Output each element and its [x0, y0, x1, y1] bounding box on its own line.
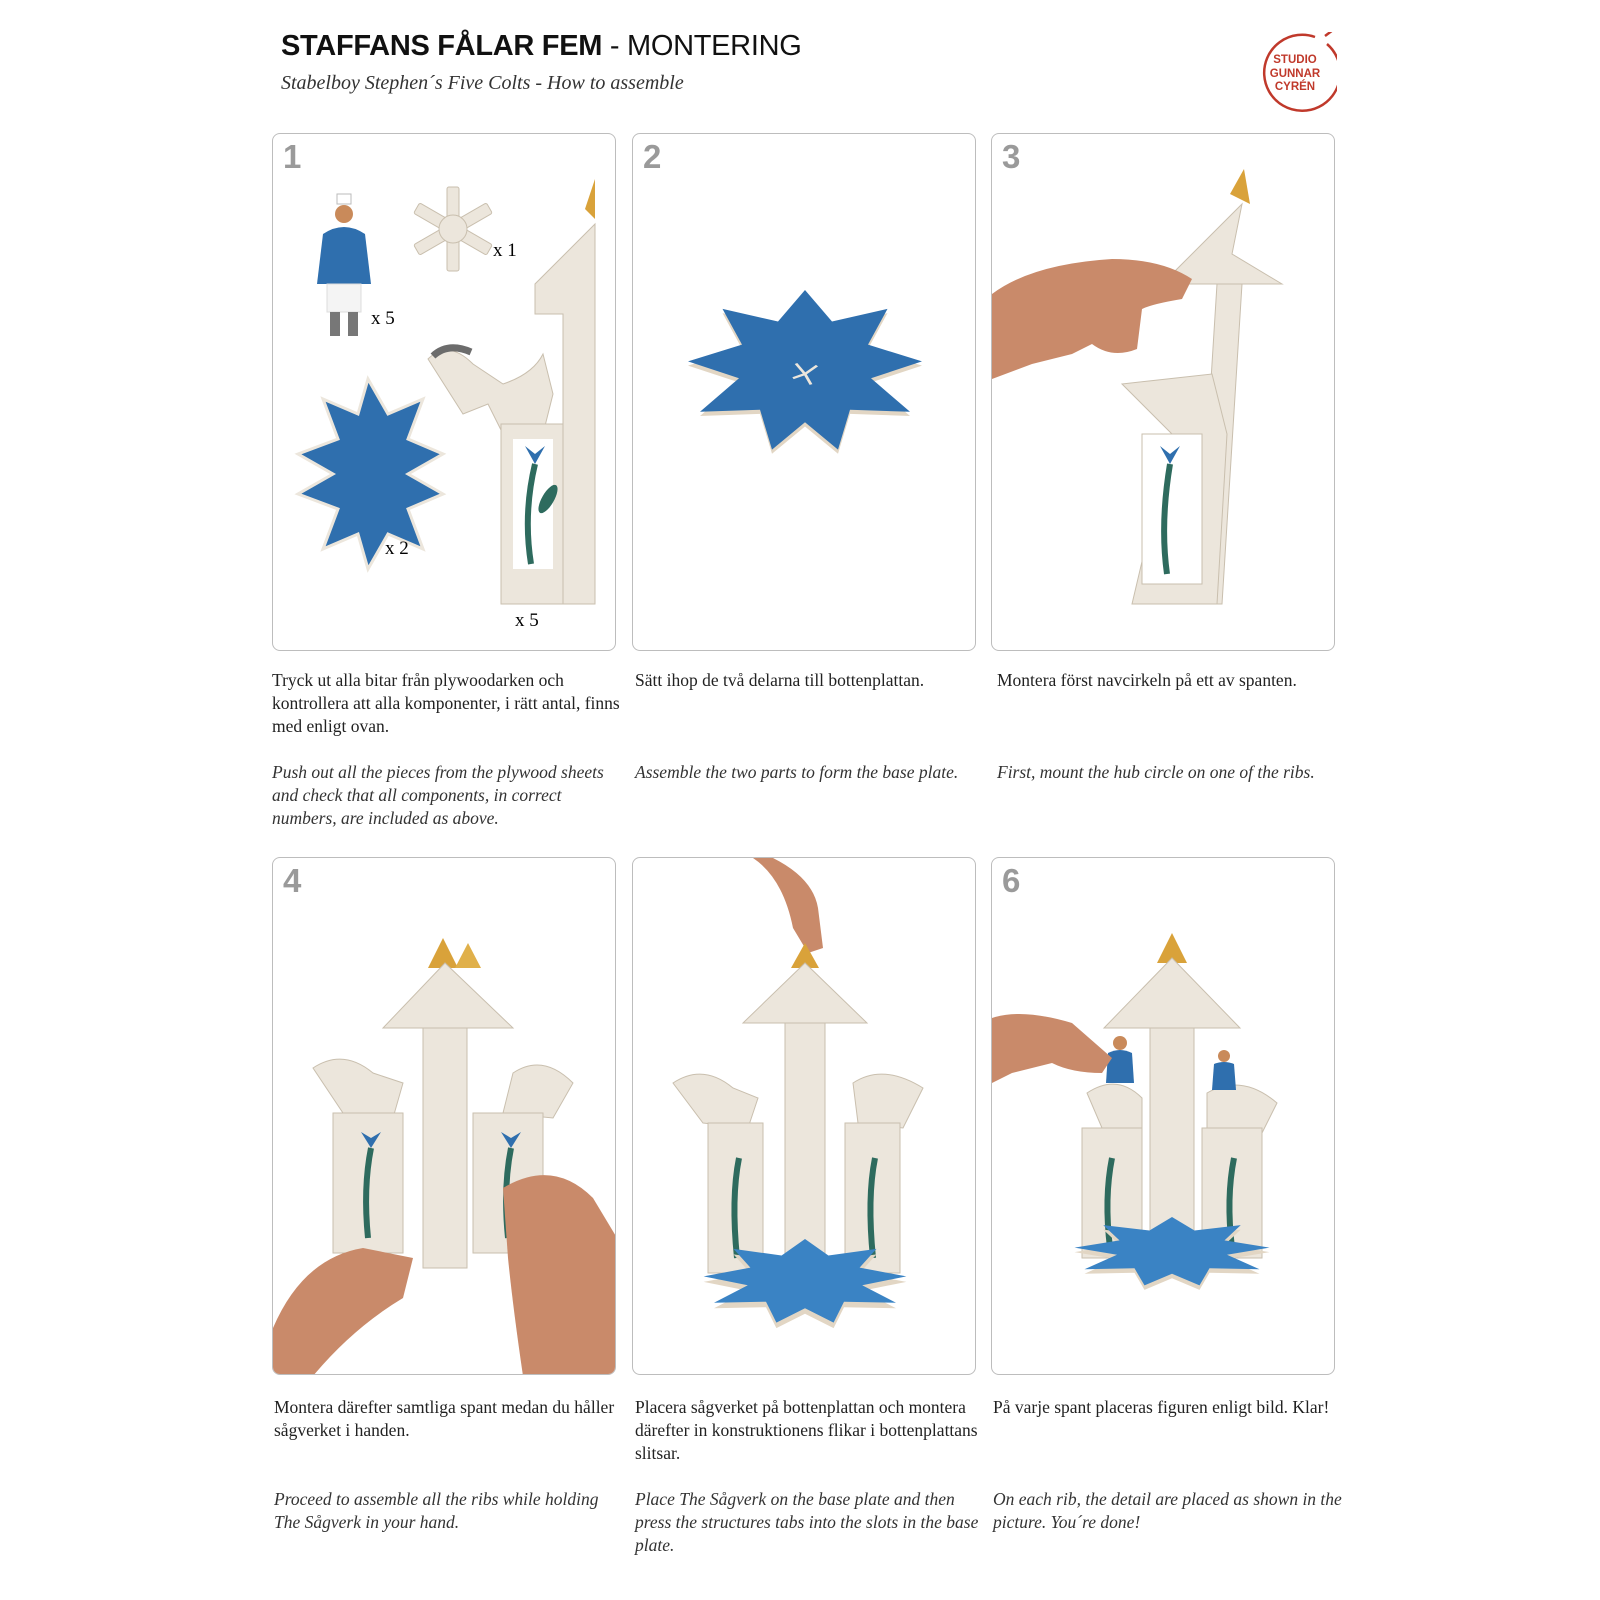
step-5-illustration [633, 858, 976, 1375]
logo-line-1: STUDIO [1273, 54, 1317, 66]
step-2-panel [632, 133, 976, 651]
hub-piece [414, 187, 493, 271]
step-1-illustration [273, 134, 616, 651]
step-6-caption-sv: På varje spant placeras figuren enligt bild. Klar! [993, 1397, 1330, 1417]
step-3-caption-en: First, mount the hub circle on one of the ribs. [997, 762, 1315, 782]
step-6-illustration [992, 858, 1335, 1375]
logo-line-2: GUNNAR [1269, 67, 1321, 80]
base-half-piece [298, 379, 443, 569]
step-6-caption-en: On each rib, the detail are placed as shown in the picture. You´re done! [993, 1489, 1342, 1532]
step-3-caption-sv: Montera först navcirkeln på ett av spanten. [997, 670, 1297, 690]
step-5-panel [632, 857, 976, 1375]
step-2-number: 2 [643, 138, 662, 175]
base-plate [688, 290, 922, 454]
step-4-caption-en: Proceed to assemble all the ribs while holding The Sågverk in your hand. [274, 1489, 599, 1532]
studio-logo [1253, 32, 1337, 116]
step-6-number: 6 [1002, 862, 1021, 899]
step-4-caption-sv: Montera därefter samtliga spant medan du håller sågverket i handen. [274, 1397, 615, 1440]
title-main: STAFFANS FÅLAR FEM [281, 30, 603, 62]
title-suffix: - MONTERING [602, 30, 802, 62]
step-1-number: 1 [283, 138, 302, 175]
step-4-illustration [273, 858, 616, 1375]
step-3-illustration [992, 134, 1335, 651]
step-3-number: 3 [1002, 138, 1021, 175]
page-subtitle: Stabelboy Stephen´s Five Colts - How to assemble [281, 72, 684, 94]
step-1-panel [272, 133, 616, 651]
step-5-caption-sv: Placera sågverket på bottenplattan och montera därefter in konstruktionens flikar i bottenplattans slitsar. [635, 1397, 978, 1463]
qty-base: x 2 [385, 538, 409, 559]
step-6-panel [991, 857, 1335, 1375]
step-4-panel [272, 857, 616, 1375]
step-1-caption-en: Push out all the pieces from the plywood sheets and check that all components, in correct numbers, are included as above. [272, 762, 604, 828]
step-2-caption-sv: Sätt ihop de två delarna till bottenplattan. [635, 670, 925, 690]
step-3-panel [991, 133, 1335, 651]
step-2-caption-en: Assemble the two parts to form the base plate. [635, 762, 959, 782]
qty-rib: x 5 [515, 610, 539, 631]
qty-figure: x 5 [371, 308, 395, 329]
step-4-number: 4 [283, 862, 302, 899]
qty-hub: x 1 [493, 240, 517, 261]
page-title [281, 30, 801, 63]
logo-line-3: CYRÉN [1274, 81, 1316, 93]
step-5-number: 5 [643, 862, 662, 899]
step-1-caption-sv: Tryck ut alla bitar från plywoodarken och kontrollera att alla komponenter, i rätt antal, finns med enligt ovan. [272, 670, 620, 736]
figure-piece [317, 194, 371, 336]
step-5-caption-en: Place The Sågverk on the base plate and then press the structures tabs into the slots in the base plate. [635, 1489, 979, 1555]
step-2-illustration [633, 134, 976, 651]
